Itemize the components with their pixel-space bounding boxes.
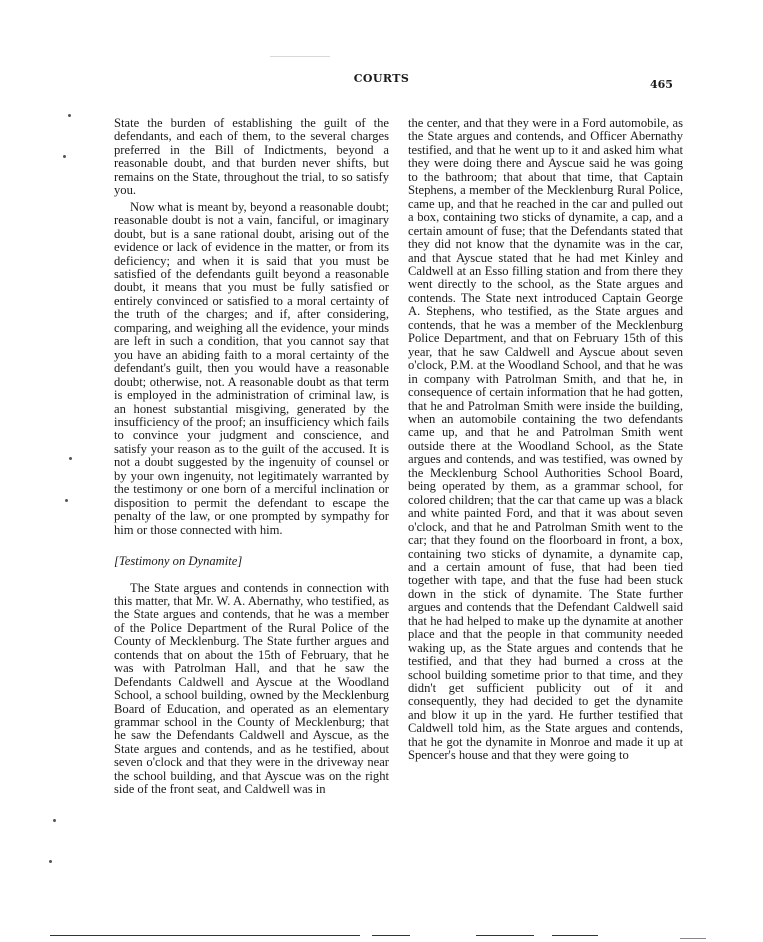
header-rule <box>270 56 330 57</box>
paragraph-burden-of-proof: State the burden of establishing the guilt of the defendants, and each of them, to the several charges preferred in the Bill of Indictments, beyond a reasonable doubt, and that burden never shifts, but remains on the State, throughout the trial, to so satisfy you. <box>114 116 389 198</box>
margin-mark <box>49 860 52 863</box>
paragraph-reasonable-doubt: Now what is meant by, beyond a reasonable doubt; reasonable doubt is not a vain, fanciful, or imaginary doubt, but is a sane rational doubt, arising out of the evidence or lack of evidence in the matter, or from its deficiency; and when it is said that you must be satisfied of the defendants guilt beyond a reasonable doubt, it means that you must be fully satisfied or entirely convinced or satisfied to a moral certainty of the truth of the charges; and if, after considering, comparing, and weighing all the evidence, your minds are left in such a condition, that you cannot say that you have an abiding faith to a moral certainty of the defendant's guilt, then you would have a reasonable doubt; otherwise, not. A reasonable doubt as that term is employed in the administration of criminal law, is an honest substantial misgiving, generated by the insufficiency of the proof; an insufficiency which fails to convince your judgment and conscience, and satisfy your reason as to the guilt of the accused. It is not a doubt suggested by the ingenuity of counsel or by your own ingenuity, not legitimately warranted by the testimony or one born of a merciful inclination or disposition to permit the defendant to escape the penalty of the law, or one prompted by sympathy for him or those connected with him. <box>114 199 389 537</box>
bottom-rule <box>372 935 410 936</box>
margin-mark <box>69 457 72 460</box>
margin-mark <box>65 499 68 502</box>
bottom-rule <box>680 938 706 939</box>
margin-mark <box>53 819 56 822</box>
paragraph-continued-testimony: the center, and that they were in a Ford automobile, as the State argues and contends, and Officer Abernathy testified, and that he went up to it and asked him what they were doing there and Ayscue said he was going to the bathroom; that about that time, that Captain Stephens, a member of the Mecklenburg Rural Police, came up, and that he reached in the car and pulled out a box, containing two sticks of dynamite, a cap, and a certain amount of fuse; that the Defendants stated that they did not know that the dynamite was in the car, and that Ayscue stated that he had met Kinley and Caldwell at an Esso filling station and from there they went directly to the school, as the State argues and contends. The State next introduced Captain George A. Stephens, who testified, as the State argues and contends, that he was a member of the Mecklenburg Police Department, and that on February 15th of this year, that he saw Caldwell and Ayscue about seven o'clock, P.M. at the Woodland School, and that he was in company with Patrolman Smith, and that he, in consequence of certain information that he had gotten, that he and Patrolman Smith were inside the building, when an automobile containing the two defendants came up, and that he and Patrolman Smith went outside there at the Woodland School, as the State argues and contends, and was testified, was owned by the Mecklenburg School Authorities School Board, being operated by them, as a grammar school, for colored children; that the car that came up was a black and white painted Ford, and that it was about seven o'clock, and that he and Patrolman Smith went to the car; that they found on the floorboard in front, a box, containing two sticks of dynamite, a dynamite cap, and a certain amount of fuse, that had been tied together with tape, and that the fuse had been stuck down in the stick of dynamite. The State further argues and contends that the Defendant Caldwell said that he had helped to make up the dynamite at another place and that the people in that community needed waking up, as the State argues and contends that he testified, and that they had burned a cross at the school building sometime prior to that time, and they didn't get sufficient publicity out of it and consequently, they had decided to get the dynamite and blow it up in the yard. He further testified that Caldwell told him, as the State argues and contends, that he got the dynamite in Monroe and made it up at Spencer's house and that they were going to <box>408 116 683 763</box>
bottom-rule <box>476 935 534 936</box>
section-heading: [Testimony on Dynamite] <box>114 554 243 569</box>
margin-mark <box>63 155 66 158</box>
paragraph-testimony-dynamite: The State argues and contends in connection with this matter, that Mr. W. A. Abernathy, who testified, as the State argues and contends, that he was a member of the Police Department of the Rural Police of the County of Mecklenburg. The State further argues and contends that on about the 15th of February, that he was with Patrolman Hall, and that he saw the Defendants Caldwell and Ayscue at the Woodland School, a school building, owned by the Mecklenburg Board of Education, and operated as an elementary grammar school in the County of Mecklenburg; that he saw the Defendants Caldwell and Ayscue, as the State argues and contends, and as he testified, about seven o'clock and that they were in the driveway near the school building, and that Ayscue was on the right side of the front seat, and Caldwell was in <box>114 580 389 797</box>
page-number: 465 <box>650 78 673 91</box>
left-column <box>114 117 389 797</box>
running-head: COURTS <box>353 72 410 85</box>
margin-mark <box>68 114 71 117</box>
bottom-rule <box>50 935 360 936</box>
bottom-rule <box>552 935 598 936</box>
right-column <box>408 117 683 763</box>
